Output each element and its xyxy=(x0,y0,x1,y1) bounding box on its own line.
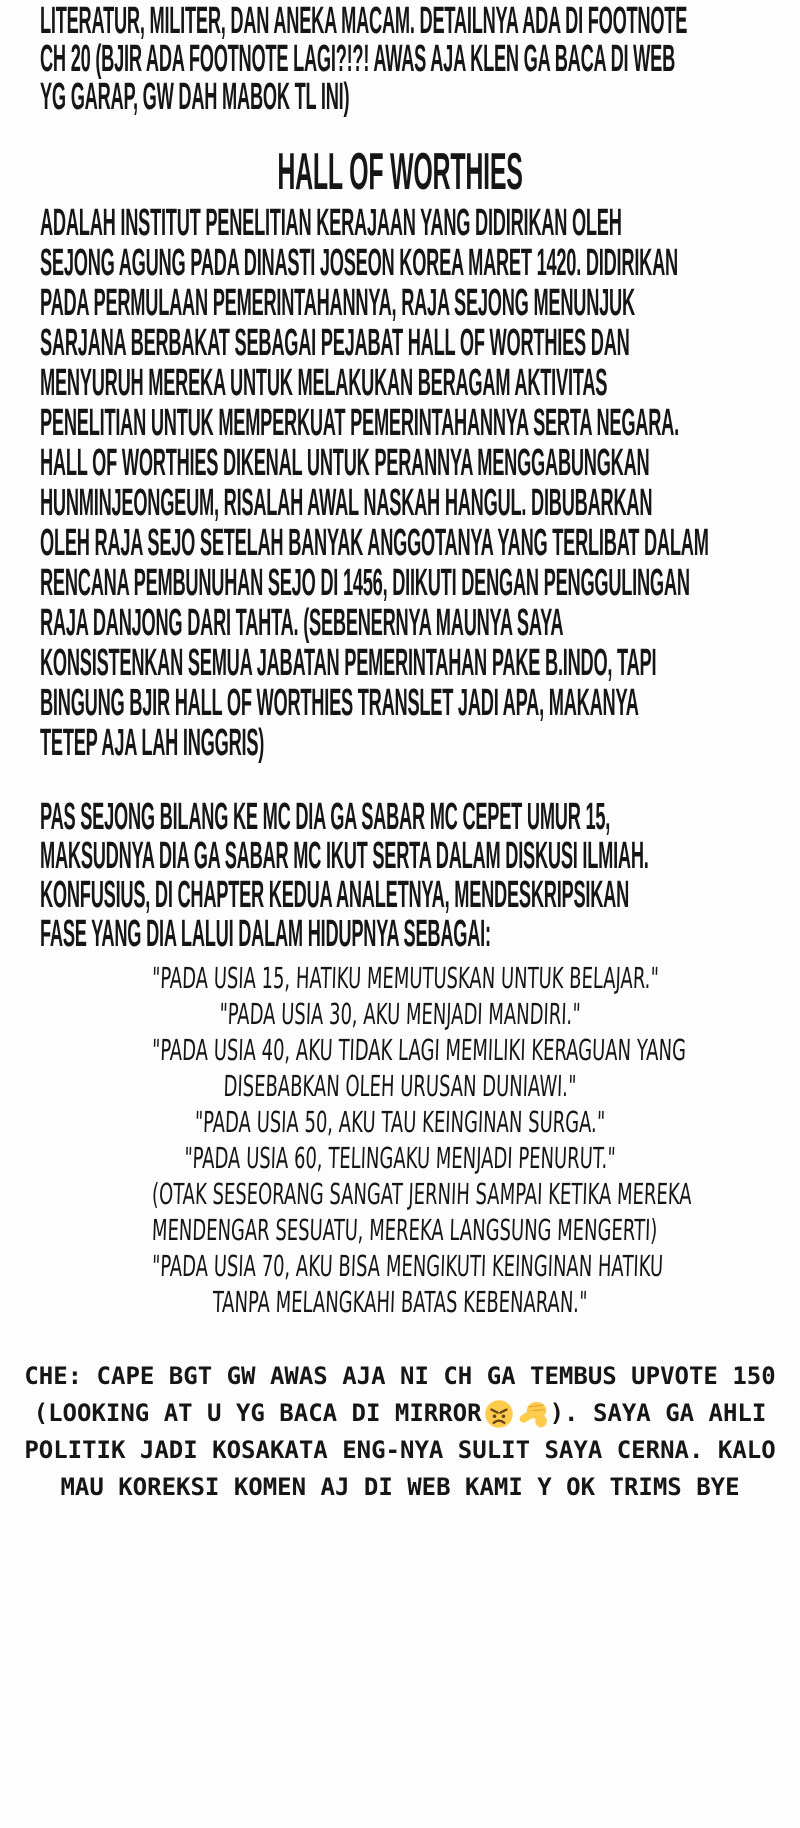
quote-line: "PADA USIA 40, AKU TIDAK LAGI MEMILIKI KERAGUAN YANG xyxy=(151,1033,687,1067)
hall-line: ADALAH INSTITUT PENELITIAN KERAJAAN YANG DIDIRIKAN OLEH xyxy=(40,202,622,244)
pointing-at-viewer-emoji xyxy=(517,1398,549,1430)
hall-line: RENCANA PEMBUNUHAN SEJO DI 1456, DIIKUTI DENGAN PENGGULINGAN xyxy=(40,562,690,604)
quote-line: DISEBABKAN OLEH URUSAN DUNIAWI." xyxy=(223,1069,577,1103)
hall-line: HALL OF WORTHIES DIKENAL UNTUK PERANNYA MENGGABUNGKAN xyxy=(40,442,650,484)
intro-paragraph xyxy=(0,2,800,116)
quote-line: "PADA USIA 15, HATIKU MEMUTUSKAN UNTUK BELAJAR." xyxy=(151,961,660,995)
section-heading: HALL OF WORTHIES xyxy=(277,143,523,201)
hall-line: OLEH RAJA SEJO SETELAH BANYAK ANGGOTANYA YANG TERLIBAT DALAM xyxy=(40,522,709,564)
quote-line: "PADA USIA 30, AKU MENJADI MANDIRI." xyxy=(218,997,582,1031)
hall-line: RAJA DANJONG DARI TAHTA. (SEBENERNYA MAUNYA SAYA xyxy=(40,602,564,644)
hall-line: TETEP AJA LAH INGGRIS) xyxy=(40,722,265,764)
confucius-line: FASE YANG DIA LALUI DALAM HIDUPNYA SEBAGAI: xyxy=(40,913,491,955)
hall-of-worthies-paragraph xyxy=(0,203,800,763)
quote-line: "PADA USIA 70, AKU BISA MENGIKUTI KEINGINAN HATIKU xyxy=(151,1249,664,1283)
confucius-line: KONFUSIUS, DI CHAPTER KEDUA ANALETNYA, MENDESKRIPSIKAN xyxy=(40,874,630,916)
confucius-line: MAKSUDNYA DIA GA SABAR MC IKUT SERTA DALAM DISKUSI ILMIAH. xyxy=(40,835,649,877)
hall-line: SARJANA BERBAKAT SEBAGAI PEJABAT HALL OF WORTHIES DAN xyxy=(40,322,630,364)
note-line2-post: ). SAYA GA AHLI xyxy=(549,1399,767,1427)
intro-line: CH 20 (BJIR ADA FOOTNOTE LAGI?!?! AWAS AJA KLEN GA BACA DI WEB xyxy=(40,38,676,80)
translator-footer-note xyxy=(0,1358,800,1506)
analects-quote-block xyxy=(0,960,800,1320)
quote-line: TANPA MELANGKAHI BATAS KEBENARAN." xyxy=(212,1285,588,1319)
quote-line: MENDENGAR SESUATU, MEREKA LANGSUNG MENGERTI) xyxy=(151,1213,658,1247)
note-line: CHE: CAPE BGT GW AWAS AJA NI CH GA TEMBUS UPVOTE 150 xyxy=(24,1362,776,1390)
hall-line: PADA PERMULAAN PEMERINTAHANNYA, RAJA SEJONG MENUNJUK xyxy=(40,282,635,324)
confucius-paragraph xyxy=(0,798,800,954)
quote-line: (OTAK SESEORANG SANGAT JERNIH SAMPAI KETIKA MEREKA xyxy=(151,1177,693,1211)
hall-line: SEJONG AGUNG PADA DINASTI JOSEON KOREA MARET 1420. DIDIRIKAN xyxy=(40,242,678,284)
note-line-with-emojis xyxy=(0,1395,800,1432)
hall-line: KONSISTENKAN SEMUA JABATAN PEMERINTAHAN PAKE B.INDO, TAPI xyxy=(40,642,657,684)
intro-line: LITERATUR, MILITER, DAN ANEKA MACAM. DETAILNYA ADA DI FOOTNOTE xyxy=(40,0,688,42)
note-line: MAU KOREKSI KOMEN AJ DI WEB KAMI Y OK TRIMS BYE xyxy=(60,1473,740,1501)
hall-line: HUNMINJEONGEUM, RISALAH AWAL NASKAH HANGUL. DIBUBARKAN xyxy=(40,482,653,524)
quote-line: "PADA USIA 50, AKU TAU KEINGINAN SURGA." xyxy=(194,1105,606,1139)
angry-face-emoji xyxy=(483,1398,515,1430)
quote-line: "PADA USIA 60, TELINGAKU MENJADI PENURUT." xyxy=(183,1141,617,1175)
hall-line: MENYURUH MEREKA UNTUK MELAKUKAN BERAGAM AKTIVITAS xyxy=(40,362,608,404)
note-line2-pre: (LOOKING AT U YG BACA DI MIRROR xyxy=(33,1399,482,1427)
intro-line: YG GARAP, GW DAH MABOK TL INI) xyxy=(40,76,350,118)
confucius-line: PAS SEJONG BILANG KE MC DIA GA SABAR MC CEPET UMUR 15, xyxy=(40,796,611,838)
hall-line: PENELITIAN UNTUK MEMPERKUAT PEMERINTAHANNYA SERTA NEGARA. xyxy=(40,402,679,444)
note-line: POLITIK JADI KOSAKATA ENG-NYA SULIT SAYA CERNA. KALO xyxy=(24,1436,776,1464)
hall-line: BINGUNG BJIR HALL OF WORTHIES TRANSLET JADI APA, MAKANYA xyxy=(40,682,639,724)
